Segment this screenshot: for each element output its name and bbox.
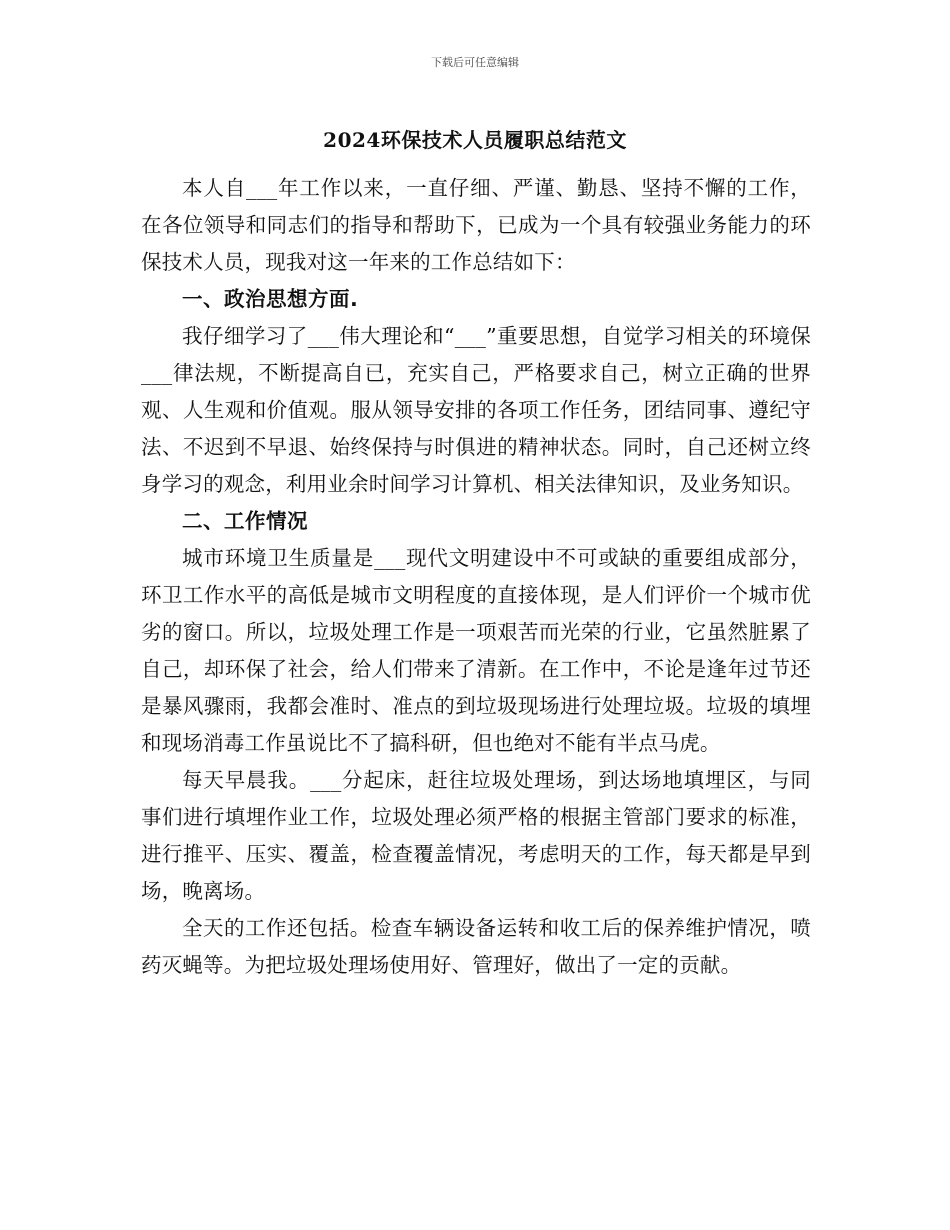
section-heading-work: 二、工作情况 [182, 509, 308, 533]
section-heading-political: 一、政治思想方面. [182, 287, 359, 311]
document-title: 2024环保技术人员履职总结范文 [323, 128, 627, 152]
political-paragraph: 我仔细学习了___伟大理论和“___”重要思想，自觉学习相关的环境保___律法规，不断提高自已，充实自己，严格要求自己，树立正确的世界观、人生观和价值观。服从领导安排的各项工作任务，团结同事、遵纪守法、不迟到不早退、始终保持与时俱进的精神状态。同时，自己还树立终身学习的观念，利用业余时间学习计算机、相关法律知识，及业务知识。 [141, 324, 811, 496]
work-paragraph-2: 每天早晨我。___分起床，赶往垃圾处理场，到达场地填埋区，与同事们进行填埋作业工作，垃圾处理必须严格的根据主管部门要求的标准，进行推平、压实、覆盖，检查覆盖情况，考虑明天的工作，每天都是早到场，晚离场。 [141, 768, 811, 903]
header-note: 下载后可任意编辑 [431, 56, 519, 69]
work-paragraph-3: 全天的工作还包括。检查车辆设备运转和收工后的保养维护情况，喷药灭蝇等。为把垃圾处理场使用好、管理好，做出了一定的贡献。 [141, 916, 811, 977]
intro-paragraph: 本人自___年工作以来，一直仔细、严谨、勤恳、坚持不懈的工作，在各位领导和同志们的指导和帮助下，已成为一个具有较强业务能力的环保技术人员，现我对这一年来的工作总结如下： [141, 176, 811, 274]
work-paragraph-1: 城市环境卫生质量是___现代文明建设中不可或缺的重要组成部分，环卫工作水平的高低是城市文明程度的直接体现，是人们评价一个城市优劣的窗口。所以，垃圾处理工作是一项艰苦而光荣的行业，它虽然脏累了自己，却环保了社会，给人们带来了清新。在工作中，不论是逢年过节还是暴风骤雨，我都会准时、准点的到垃圾现场进行处理垃圾。垃圾的填埋和现场消毒工作虽说比不了搞科研，但也绝对不能有半点马虎。 [141, 546, 811, 755]
document-body [141, 170, 811, 984]
